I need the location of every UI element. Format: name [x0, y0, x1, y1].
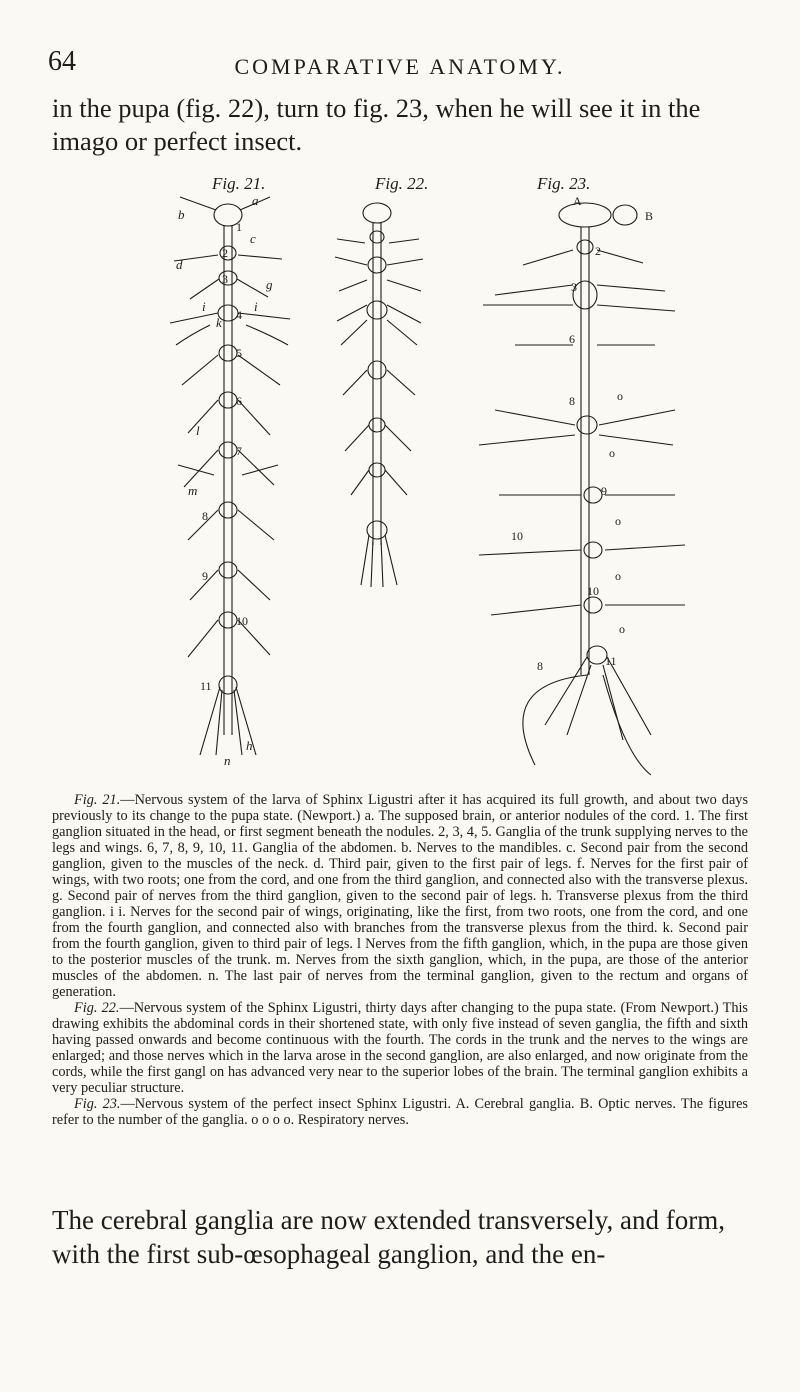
- fig-21-num-5: 5: [236, 346, 242, 360]
- caption-fig-23-head: Fig. 23.: [74, 1096, 121, 1112]
- fig-21-letter-a: a: [252, 193, 259, 208]
- fig-23-letter-o4: o: [615, 569, 621, 583]
- fig-23-letter-o2: o: [609, 446, 615, 460]
- fig-23-letter-A: A: [573, 194, 582, 208]
- fig-21-letter-h: h: [246, 738, 253, 753]
- fig-21-num-6: 6: [236, 394, 242, 408]
- fig-21-num-10: 10: [236, 614, 248, 628]
- fig-23-num-10b: 10: [587, 584, 599, 598]
- figure-captions: [52, 792, 748, 1128]
- fig-21-num-1: 1: [236, 220, 242, 234]
- fig-22-label: Fig. 22.: [375, 174, 429, 193]
- fig-21-letter-g: g: [266, 277, 273, 292]
- fig-21-letter-i2: i: [254, 299, 258, 314]
- fig-21-num-2: 2: [222, 246, 228, 260]
- fig-21-num-4: 4: [236, 308, 242, 322]
- fig-23-num-8b: 8: [537, 659, 543, 673]
- fig-23-letter-o3: o: [615, 514, 621, 528]
- fig-21-letter-n: n: [224, 753, 231, 768]
- caption-fig-23: [52, 1096, 748, 1128]
- page-number: 64: [48, 46, 76, 77]
- fig-21-letter-c: c: [250, 231, 256, 246]
- caption-fig-23-text: —Nervous system of the perfect insect Sphinx Ligustri. A. Cerebral ganglia. B. Optic nerves. The figures refer to the number of the ganglia. o o o o. Respiratory nerves.: [52, 1096, 748, 1128]
- fig-21-num-3: 3: [222, 272, 228, 286]
- fig-21-letter-d: d: [176, 257, 183, 272]
- fig-23-num-8: 8: [569, 394, 575, 408]
- closing-paragraph: The cerebral ganglia are now extended transversely, and form, with the first sub-œsophageal ganglion, and the en-: [52, 1205, 725, 1269]
- fig-23-letter-B: B: [645, 209, 654, 223]
- fig-23-num-9: 9: [601, 484, 607, 498]
- caption-fig-21-head: Fig. 21.: [74, 792, 121, 808]
- fig-23-num-10: 10: [511, 529, 523, 543]
- fig-21-letter-i: i: [202, 299, 206, 314]
- caption-fig-22: [52, 1000, 748, 1096]
- fig-23-letter-o5: o: [619, 622, 625, 636]
- caption-fig-21: [52, 792, 748, 1000]
- caption-fig-22-text: —Nervous system of the Sphinx Ligustri, thirty days after changing to the pupa state. (From Newport.) This drawing exhibits the abdominal cords in their shortened state, with only five instead of seven ganglia, the fifth and sixth having passed onwards and become continuous with the fourth. The cords in the trunk and the nerves to the wings are enlarged; and those nerves which in the larva arose in the second ganglion, are also enlarged, and now originate from the cords, while the first gangl on has advanced very near to the superior lobes of the brain. The terminal ganglion exhibits a very peculiar structure.: [52, 1000, 748, 1096]
- fig-23-num-11: 11: [605, 654, 617, 668]
- intro-paragraph: in the pupa (fig. 22), turn to fig. 23, when he will see it in the imago or perfect insect.: [52, 93, 701, 156]
- running-title: COMPARATIVE ANATOMY.: [234, 54, 566, 79]
- caption-fig-21-text: —Nervous system of the larva of Sphinx Ligustri after it has acquired its full growth, and about two days previously to its change to the pupa state. (Newport.) a. The supposed brain, or anterior nodules of the cord. 1. The first ganglion situated in the head, or first segment beneath the nodules. 2, 3, 4, 5. Ganglia of the trunk supplying nerves to the legs and wings. 6, 7, 8, 9, 10, 11. Ganglia of the abdomen. b. Nerves to the mandibles. c. Second pair from the second ganglion, given to the muscles of the neck. d. Third pair, given to the first pair of legs. f. Nerves for the first pair of wings, with two roots; one from the cord, and one from the third ganglion, and connected also with the transverse plexus. g. Second pair of nerves from the third ganglion, given to the second pair of legs. h. Transverse plexus from the third ganglion. i i. Nerves for the second pair of wings, originating, like the first, from two roots, one from the cord, and one from the fourth ganglion, and connected also with branches from the transverse plexus from the third. k. Second pair from the fourth ganglion, given to third pair of legs. l Nerves from the fifth ganglion, which, in the pupa are those given to the posterior muscles of the trunk. m. Nerves from the sixth ganglion, which, in the pupa, are those of the anterior muscles of the abdomen. n. The last pair of nerves from the terminal ganglion, given to the rectum and organs of generation.: [52, 792, 749, 1000]
- fig-21-num-9: 9: [202, 569, 208, 583]
- fig-21-num-8: 8: [202, 509, 208, 523]
- fig-21-letter-l: l: [196, 423, 200, 438]
- fig-23-num-3: 3: [571, 280, 577, 294]
- fig-23-letter-o1: o: [617, 389, 623, 403]
- fig-23-label: Fig. 23.: [537, 174, 591, 193]
- fig-21-num-11: 11: [200, 679, 212, 693]
- fig-21-letter-m: m: [188, 483, 198, 498]
- fig-21-letter-b: b: [178, 207, 185, 222]
- caption-fig-22-head: Fig. 22.: [74, 1000, 120, 1016]
- fig-21-letter-k: k: [216, 315, 222, 330]
- fig-23-num-2: 2: [595, 244, 601, 258]
- fig-21-num-7: 7: [236, 444, 242, 458]
- fig-21-label: Fig. 21.: [212, 174, 266, 193]
- fig-23-num-6: 6: [569, 332, 575, 346]
